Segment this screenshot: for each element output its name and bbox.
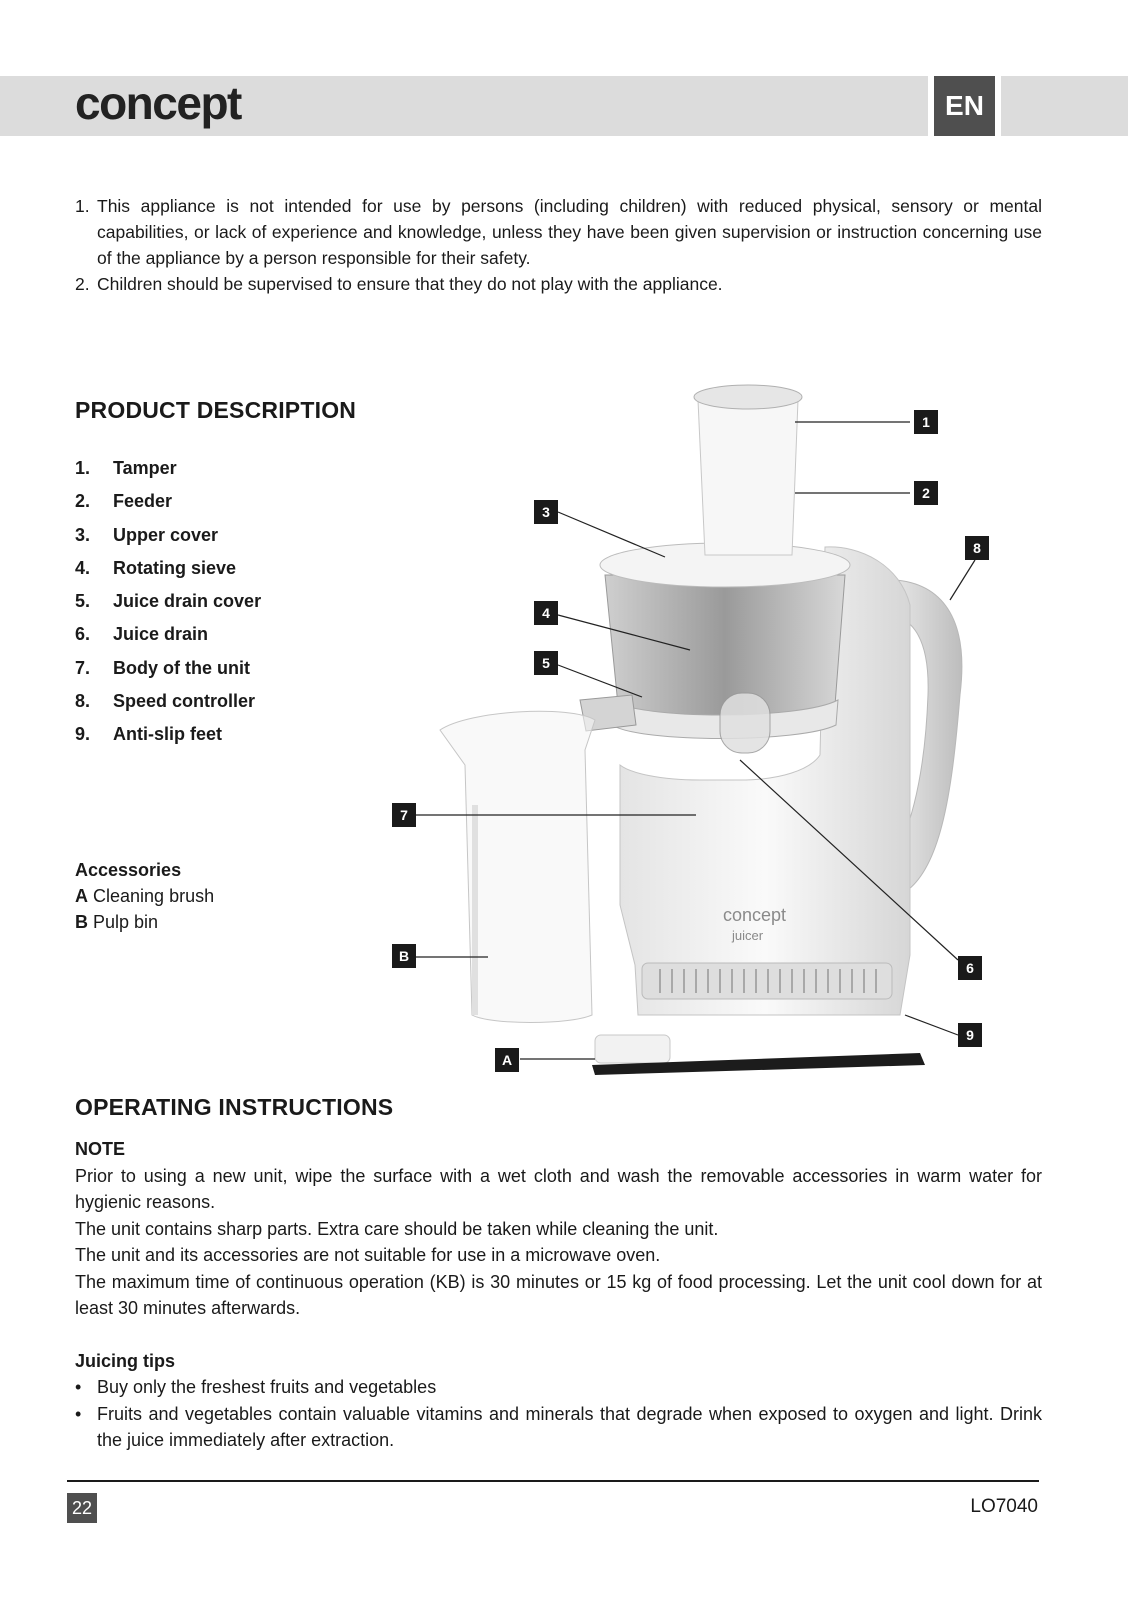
safety-note-text: Children should be supervised to ensure that they do not play with the appliance. <box>97 274 723 294</box>
callout-4: 4 <box>534 601 558 625</box>
callout-1: 1 <box>914 410 938 434</box>
part-number: 4. <box>75 557 91 578</box>
part-item <box>75 458 261 491</box>
part-number: 8. <box>75 691 91 712</box>
callout-9: 9 <box>958 1023 982 1047</box>
part-item <box>75 558 261 591</box>
header-separator <box>995 76 1001 136</box>
juicer-illustration <box>380 375 1040 1095</box>
part-label: Juice drain cover <box>113 591 262 612</box>
juicing-tips-heading: Juicing tips <box>75 1350 176 1371</box>
unit-sublogo: juicer <box>732 928 764 943</box>
part-number: 9. <box>75 724 91 745</box>
cleaning-brush-bristles <box>595 1035 670 1063</box>
part-number: 3. <box>75 524 91 545</box>
accessory-label: Cleaning brush <box>93 886 215 906</box>
juicer-drawing <box>380 375 1040 1095</box>
part-number: 1. <box>75 458 91 478</box>
accessory-item <box>75 883 214 909</box>
callout-a: A <box>495 1048 519 1072</box>
part-item <box>75 525 261 558</box>
language-badge: EN <box>934 76 995 136</box>
note-line: The unit contains sharp parts. Extra care should be taken while cleaning the unit. <box>75 1218 719 1239</box>
accessory-label: Pulp bin <box>93 912 159 932</box>
pulp-bin <box>440 711 595 1022</box>
callout-6: 6 <box>958 956 982 980</box>
callout-b: B <box>392 944 416 968</box>
juicing-tips-list <box>75 1374 1042 1454</box>
part-number: 7. <box>75 657 91 678</box>
product-description-title: PRODUCT DESCRIPTION <box>75 397 357 423</box>
part-number: 6. <box>75 624 91 645</box>
note-line: The maximum time of continuous operation (KB) is 30 minutes or 15 kg of food processing. Let the unit cool down for at least 30 minutes afterwards. <box>75 1271 1042 1318</box>
part-label: Anti-slip feet <box>113 724 223 745</box>
callout-8: 8 <box>965 536 989 560</box>
part-item <box>75 624 261 657</box>
callout-7: 7 <box>392 803 416 827</box>
accessories-heading: Accessories <box>75 860 182 880</box>
part-label: Feeder <box>113 491 173 512</box>
part-item <box>75 691 261 724</box>
part-label: Juice drain <box>113 624 209 645</box>
part-label: Speed controller <box>113 691 256 712</box>
part-label: Rotating sieve <box>113 557 237 578</box>
part-number: 5. <box>75 591 91 612</box>
accessory-key: A <box>75 886 88 906</box>
operating-note <box>75 1136 1042 1454</box>
brand-logo: concept <box>75 77 241 129</box>
part-item <box>75 491 261 524</box>
part-item <box>75 658 261 691</box>
accessories <box>75 857 214 935</box>
safety-note <box>75 193 1042 271</box>
safety-note-number: 2. <box>75 274 90 294</box>
part-number: 2. <box>75 491 91 512</box>
part-item <box>75 724 261 757</box>
part-label: Tamper <box>113 458 177 478</box>
safety-note <box>75 271 1042 297</box>
safety-note-number: 1. <box>75 196 90 216</box>
unit-logo: concept <box>723 905 787 925</box>
operating-instructions-title: OPERATING INSTRUCTIONS <box>75 1094 394 1120</box>
part-label: Body of the unit <box>113 657 250 678</box>
juice-drain-spout <box>720 693 770 753</box>
parts-list <box>75 458 261 758</box>
tamper-top <box>694 385 802 409</box>
note-heading: NOTE <box>75 1139 126 1159</box>
accessory-key: B <box>75 912 88 932</box>
note-line: The unit and its accessories are not suitable for use in a microwave oven. <box>75 1245 661 1265</box>
callout-5: 5 <box>534 651 558 675</box>
tip-item: • Buy only the freshest fruits and vegetables <box>75 1374 1042 1401</box>
model-number: LO7040 <box>970 1496 1038 1517</box>
safety-notes <box>75 193 1042 297</box>
safety-note-text: This appliance is not intended for use by persons (including children) with reduced physical, sensory or mental capabilities, or lack of experience and knowledge, unless they have been given supervision or instruction concerning use of the appliance by a person responsible for their safety. <box>97 196 1042 268</box>
tip-item: • Fruits and vegetables contain valuable vitamins and minerals that degrade when exposed to oxygen and light. Drink the juice immediately after extraction. <box>75 1401 1042 1454</box>
accessory-item <box>75 909 214 935</box>
callout-2: 2 <box>914 481 938 505</box>
note-line: Prior to using a new unit, wipe the surface with a wet cloth and wash the removable accessories in warm water for hygienic reasons. <box>75 1165 1042 1212</box>
callout-3: 3 <box>534 500 558 524</box>
page-number: 22 <box>67 1493 97 1523</box>
footer-divider <box>67 1480 1039 1482</box>
part-label: Upper cover <box>113 524 219 545</box>
feeder-tube <box>698 400 798 555</box>
part-item <box>75 591 261 624</box>
